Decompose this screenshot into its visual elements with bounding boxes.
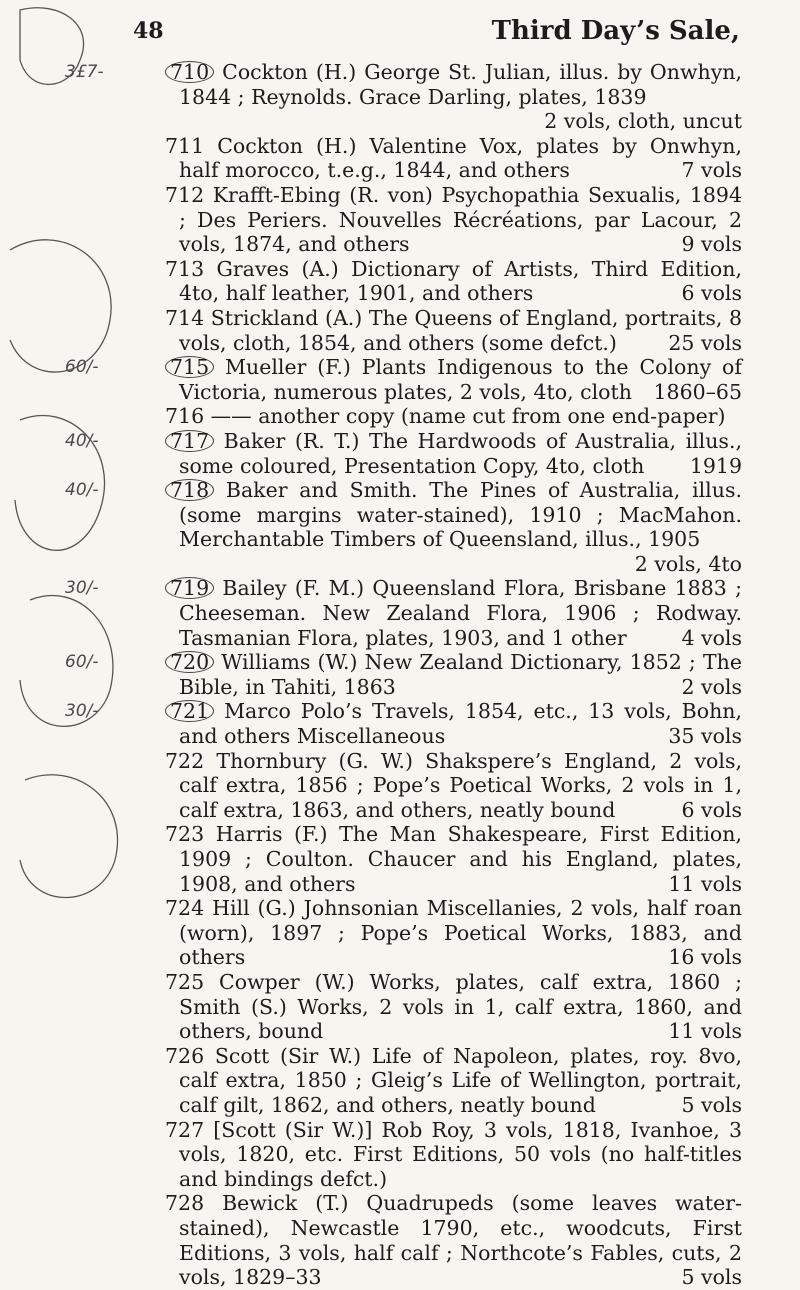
- lot-number: 713: [165, 256, 205, 281]
- price-annotation: 30/-: [65, 701, 99, 722]
- lot-extent: 25 vols: [668, 330, 742, 355]
- lot-entry: [165, 1044, 742, 1118]
- price-annotation: 30/-: [65, 578, 99, 599]
- lot-entry: [165, 896, 742, 970]
- lot-extent: 35 vols: [668, 724, 742, 749]
- lot-number: 710: [165, 61, 214, 83]
- lot-extent: 4 vols: [681, 625, 742, 650]
- lot-number: 715: [165, 356, 214, 378]
- lot-description: Bewick (T.) Quadrupeds (some leaves water-stained), Newcastle 1790, etc., woodcuts, First Editions, 3 vols, half calf ; Northcote’s Fables, cuts, 2 vols, 1829–33: [179, 1191, 742, 1290]
- lot-entry: [165, 404, 742, 429]
- lot-number: 716: [165, 404, 205, 429]
- lot-description: Bailey (F. M.) Queensland Flora, Brisbane 1883 ; Cheeseman. New Zealand Flora, 1906 ; Rodway. Tasmanian Flora, plates, 1903, and 1 other: [179, 576, 742, 650]
- lot-description: Cockton (H.) Valentine Vox, plates by Onwhyn, half morocco, t.e.g., 1844, and others: [179, 133, 742, 183]
- lot-description: Cockton (H.) George St. Julian, illus. by Onwhyn, 1844 ; Reynolds. Grace Darling, plates, 1839: [179, 60, 742, 109]
- lot-extent: 5 vols: [681, 1265, 742, 1290]
- lot-description: Thornbury (G. W.) Shakspere’s England, 2 vols, calf extra, 1856 ; Pope’s Poetical Works, 2 vols in 1, calf extra, 1863, and others, neatly bound: [179, 748, 742, 822]
- lot-entry: [165, 1118, 742, 1192]
- lot-description: Williams (W.) New Zealand Dictionary, 1852 ; The Bible, in Tahiti, 1863: [179, 650, 742, 699]
- lot-extent: 6 vols: [681, 797, 742, 822]
- lot-number: 725: [165, 969, 205, 994]
- lot-description: Cowper (W.) Works, plates, calf extra, 1860 ; Smith (S.) Works, 2 vols in 1, calf extra, 1860, and others, bound: [179, 969, 742, 1044]
- lot-extent: 1860–65: [653, 379, 742, 404]
- lot-number: 721: [165, 700, 214, 722]
- lot-entry: [165, 822, 742, 896]
- page-header: [0, 14, 800, 54]
- price-annotation: 40/-: [65, 480, 99, 501]
- lot-extent: 16 vols: [668, 945, 742, 970]
- lot-description: Strickland (A.) The Queens of England, portraits, 8 vols, cloth, 1854, and others (some defct.): [179, 305, 742, 355]
- lot-entry: [165, 749, 742, 823]
- lot-number: 728: [165, 1191, 205, 1216]
- lot-description: Krafft-Ebing (R. von) Psychopathia Sexualis, 1894 ; Des Periers. Nouvelles Récréations, par Lacour, 2 vols, 1874, and others: [179, 182, 742, 257]
- lot-number: 717: [165, 430, 214, 452]
- lot-description: Baker and Smith. The Pines of Australia, illus. (some margins water-stained), 1910 ; MacMahon. Merchantable Timbers of Queensland, illus., 1905: [179, 478, 742, 552]
- lot-extent: 7 vols: [681, 158, 742, 183]
- price-annotation: 60/-: [65, 357, 99, 378]
- lot-number: 720: [165, 651, 214, 673]
- lot-number: 727: [165, 1117, 205, 1142]
- lot-extent: 6 vols: [681, 281, 742, 306]
- lot-description: Marco Polo’s Travels, 1854, etc., 13 vols, Bohn, and others Miscellaneous: [179, 699, 742, 749]
- page-number: 48: [133, 18, 164, 44]
- lot-entry: [165, 306, 742, 355]
- lot-entry: [65, 699, 742, 749]
- lot-number: 722: [165, 748, 205, 773]
- lot-description: Harris (F.) The Man Shakespeare, First Edition, 1909 ; Coulton. Chaucer and his England, plates, 1908, and others: [179, 822, 742, 896]
- lot-extent: 11 vols: [668, 871, 742, 896]
- lot-extent: 11 vols: [668, 1019, 742, 1044]
- lot-number: 723: [165, 822, 205, 847]
- price-annotation: 60/-: [65, 652, 99, 673]
- lot-description: Mueller (F.) Plants Indigenous to the Colony of Victoria, numerous plates, 2 vols, 4to, cloth: [179, 355, 742, 404]
- lot-extent: 2 vols: [681, 674, 742, 699]
- lot-entry: [65, 428, 742, 478]
- lot-number: 711: [165, 133, 205, 158]
- lot-number: 718: [165, 479, 214, 501]
- lot-number: 726: [165, 1043, 205, 1068]
- lot-extent: 9 vols: [681, 232, 742, 257]
- lot-extent: 2 vols, 4to: [634, 551, 742, 576]
- lot-number: 712: [165, 182, 205, 207]
- lot-number: 714: [165, 305, 205, 330]
- lot-entry: [165, 257, 742, 306]
- lot-entry: [165, 1191, 742, 1289]
- lot-list: [0, 60, 800, 1290]
- price-annotation: 3£7-: [65, 62, 104, 82]
- lot-description: Scott (Sir W.) Life of Napoleon, plates, roy. 8vo, calf extra, 1850 ; Gleig’s Life of Wellington, portrait, calf gilt, 1862, and others, neatly bound: [179, 1043, 742, 1117]
- running-title: Third Day’s Sale,: [491, 16, 740, 46]
- lot-extent: 5 vols: [681, 1092, 742, 1117]
- price-annotation: 40/-: [65, 430, 99, 451]
- lot-entry: [65, 60, 742, 134]
- lot-entry: [65, 478, 742, 576]
- lot-number: 719: [165, 577, 214, 599]
- lot-entry: [65, 576, 742, 650]
- lot-description: Hill (G.) Johnsonian Miscellanies, 2 vols, half roan (worn), 1897 ; Pope’s Poetical Works, 1883, and others: [179, 896, 742, 970]
- lot-entry: [65, 355, 742, 404]
- lot-entry: [65, 650, 742, 699]
- lot-extent: 2 vols, cloth, uncut: [544, 109, 742, 134]
- lot-description: Baker (R. T.) The Hardwoods of Australia, illus., some coloured, Presentation Copy, 4to, cloth: [179, 428, 742, 478]
- lot-number: 724: [165, 896, 205, 921]
- lot-entry: [165, 134, 742, 183]
- lot-description: Graves (A.) Dictionary of Artists, Third Edition, 4to, half leather, 1901, and others: [179, 256, 742, 306]
- lot-description: [Scott (Sir W.)] Rob Roy, 3 vols, 1818, Ivanhoe, 3 vols, 1820, etc. First Editions, 50 vols (no half-titles and bindings defct.): [179, 1117, 742, 1191]
- lot-entry: [165, 183, 742, 257]
- lot-description: —— another copy (name cut from one end-paper): [210, 404, 726, 429]
- lot-entry: [165, 970, 742, 1044]
- lot-extent: 1919: [689, 453, 742, 478]
